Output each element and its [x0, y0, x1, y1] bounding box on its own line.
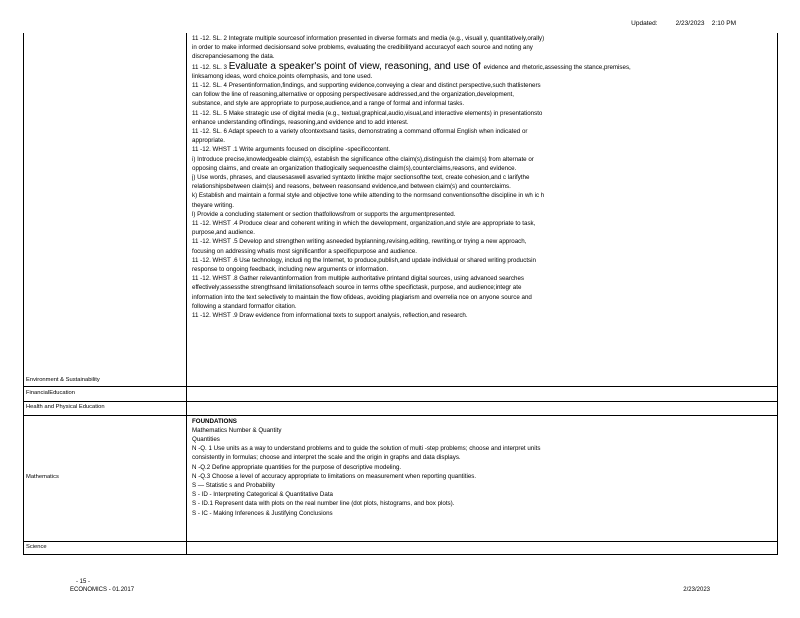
standard-code: 11 -12. SL. 3 — [192, 63, 229, 71]
standard-line: theyare writing. — [192, 201, 234, 209]
standard-line: k) Establish and maintain a formal style and objective tone while attending to the normsand conventionsofthe discipline in wh ic h — [192, 192, 545, 200]
standard-line: Mathematics Number & Quantity — [192, 426, 282, 434]
standard-line: i) Introduce precise,knowledgeable claim(s), establish the significance ofthe claim(s),distinguish the claim(s) from alternate or — [192, 155, 534, 163]
standard-line: opposing claims, and create an organization thatlogically sequencesthe claim(s),counterclaims,reasons, and evidence. — [192, 164, 517, 172]
standard-text: evidence and rhetoric,assessing the stance,premises, — [483, 63, 631, 71]
standard-line: appropriate. — [192, 137, 226, 145]
standard-line: 11 -12. SL. 5 Make strategic use of digital media (e.g., textual,graphical,audio,visual,and interactive elements) in presentationsto — [192, 109, 543, 117]
table-row — [24, 415, 778, 541]
standard-line: response to ongoing feedback, including new arguments or information. — [192, 266, 389, 274]
standard-line: S - ID.1 Represent data with plots on the real number line (dot plots, histograms, and box plots). — [192, 500, 455, 508]
course-name: ECONOMICS — [70, 587, 108, 593]
updated-date: 2/23/2023 — [675, 20, 705, 27]
standard-line: purpose,and audience. — [192, 229, 255, 237]
standard-heading: FOUNDATIONS — [192, 417, 237, 425]
standard-line: N -Q. 1 Use units as a way to understand problems and to guide the solution of multi -step problems; choose and interpret units — [192, 445, 541, 453]
standard-line: 11 -12. WHST .8 Gather relevantinformation from multiple authoritative printand digital sources, using advanced searches — [192, 275, 524, 283]
standard-line: in order to make informed decisionsand solve problems, evaluating the credibilityand accuracyof each source and noting any — [192, 44, 533, 52]
updated-stamp — [631, 20, 736, 27]
standard-text-large: Evaluate a speaker's point of view, reasoning, and use of — [228, 61, 484, 72]
row-detail-mathematics — [187, 415, 778, 541]
standard-line: Quantities — [192, 435, 220, 443]
table-row — [24, 33, 778, 386]
standard-line: enhance understanding offindings, reasoning,and evidence and to add interest. — [192, 118, 409, 126]
standard-line: S — Statistic s and Probability — [192, 481, 275, 489]
row-detail-science — [187, 541, 778, 554]
row-label-mathematics: Mathematics — [24, 415, 187, 541]
standard-line: N -Q.2 Define appropriate quantities for the purpose of descriptive modeling. — [192, 463, 402, 471]
table-row — [24, 401, 778, 415]
standard-line: linksamong ideas, word choice,points ofemphasis, and tone used. — [192, 72, 373, 80]
footer-course — [70, 586, 134, 594]
standard-line: 11 -12. WHST .4 Produce clear and coherent writing in which the development, organization,and style are appropriate to task, — [192, 220, 536, 228]
standards-table — [23, 33, 778, 555]
footer-left — [70, 578, 134, 594]
row-detail-environment — [187, 33, 778, 386]
standard-line — [192, 62, 774, 72]
footer-date: 2/23/2023 — [683, 587, 710, 593]
updated-label: Updated: — [631, 20, 658, 27]
course-version: - 01.2017 — [108, 587, 135, 593]
standard-line: j) Use words, phrases, and clausesaswell asvaried syntaxto linkthe major sectionsofthe text, create cohesion,and c larifythe — [192, 174, 530, 182]
standard-line: 11 -12. SL. 6 Adapt speech to a variety ofcontextsand tasks, demonstrating a command offormal English when indicated or — [192, 128, 528, 136]
standard-line: consistently in formulas; choose and interpret the scale and the origin in graphs and data displays. — [192, 454, 461, 462]
table-row — [24, 386, 778, 401]
updated-time: 2:10 PM — [711, 20, 736, 27]
standard-line: 11 -12. SL. 2 Integrate multiple sourcesof information presented in diverse formats and media (e.g., visuall y, quantitatively,orally) — [192, 35, 545, 42]
standard-line: effectively;assessthe strengthsand limitationsofeach source in terms ofthe specifictask, purpose, and audience;integr ate — [192, 284, 522, 292]
table-row — [24, 541, 778, 554]
standard-line: information into the text selectively to maintain the flow ofideas, avoiding plagiarism and overrelia nce on anyone source and — [192, 293, 532, 301]
standard-line: 11 -12. WHST .9 Draw evidence from informational texts to support analysis, reflection,and research. — [192, 312, 468, 320]
standard-line: substance, and style are appropriate to purpose,audience,and a range of formal and informal tasks. — [192, 100, 465, 108]
row-label-health: Health and Physical Education — [24, 401, 187, 415]
standard-line: discrepanciesamong the data. — [192, 53, 275, 61]
standard-line: 11 -12. WHST .1 Write arguments focused on discipline -specificcontent. — [192, 146, 391, 154]
standard-line: S - ID - Interpreting Categorical & Quantitative Data — [192, 491, 334, 499]
standard-line: S - IC - Making Inferences & Justifying Conclusions — [192, 509, 333, 517]
standard-line: N -Q.3 Choose a level of accuracy appropriate to limitations on measurement when reporting quantities. — [192, 472, 477, 480]
standard-line: following a standard formatfor citation. — [192, 302, 297, 310]
standard-line: 11 -12. WHST .6 Use technology, includi ng the Internet, to produce,publish,and update individual or shared writing productsin — [192, 256, 536, 264]
row-detail-health — [187, 401, 778, 415]
page-number: - 15 - — [76, 579, 91, 585]
row-label-financial: FinancialEducation — [24, 386, 187, 401]
standard-line: focusing on addressing whatis most significantfor a specificpurpose and audience. — [192, 247, 417, 255]
standard-line: l) Provide a concluding statement or section thatfollowsfrom or supports the argumentpresented. — [192, 210, 456, 218]
standard-line: 11 -12. SL. 4 Presentinformation,findings, and supporting evidence,conveying a clear and distinct perspective,such thatlisteners — [192, 82, 541, 90]
standard-line: relationshipsbetween claim(s) and reasons, between reasonsand evidence,and between claim(s) and counterclaims. — [192, 183, 511, 191]
row-label-environment: Environment & Sustainability — [24, 33, 187, 386]
row-detail-financial — [187, 386, 778, 401]
standard-line: 11 -12. WHST .5 Develop and strengthen writing asneeded byplanning,revising,editing, rewriting,or trying a new approach, — [192, 238, 527, 246]
standard-line: can follow the line of reasoning,alternative or opposing perspectivesare addressed,and the organization,development, — [192, 91, 514, 99]
row-label-science: Science — [24, 541, 187, 554]
